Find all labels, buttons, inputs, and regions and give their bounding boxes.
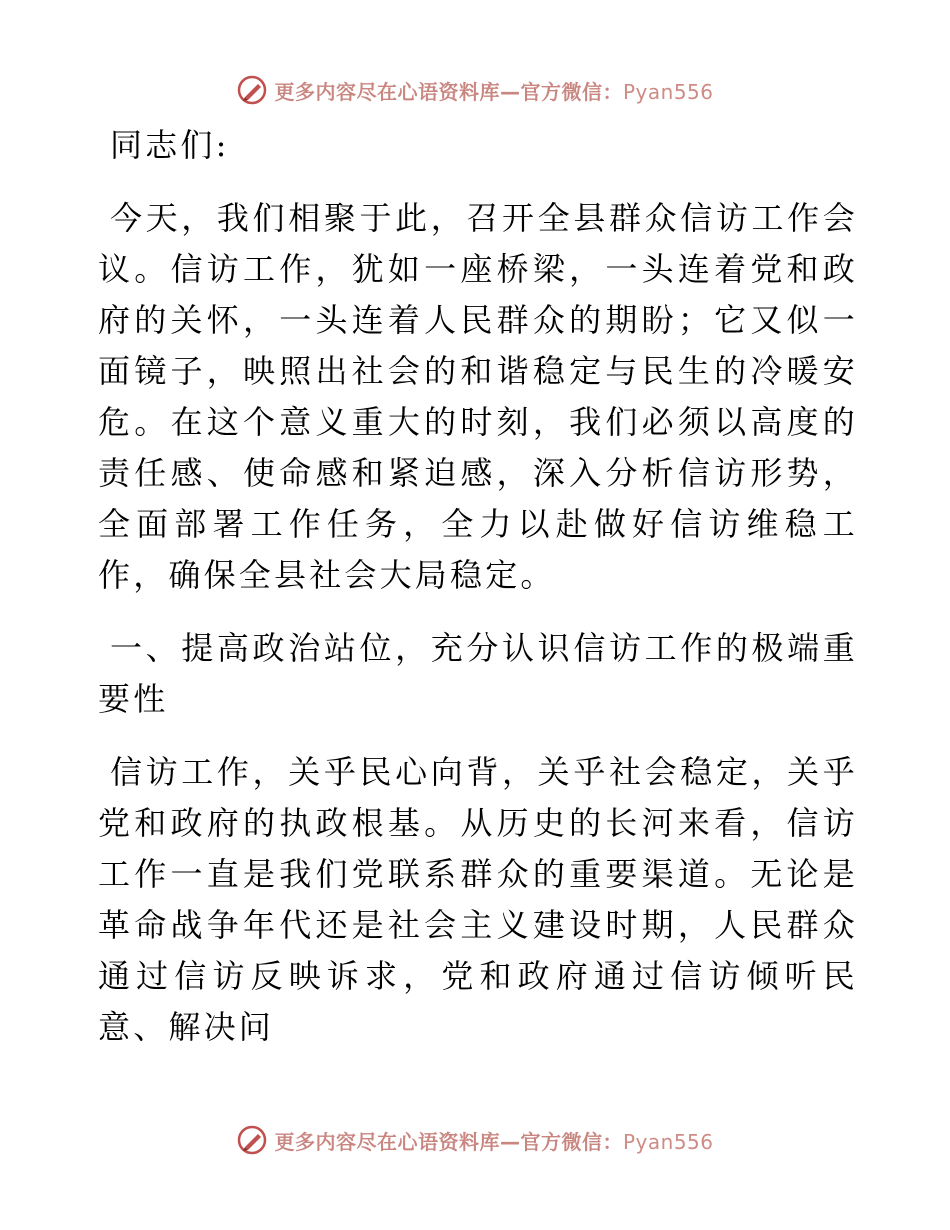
salutation: 同志们: [110,126,230,164]
section-heading: 一、提高政治站位，充分认识信访工作的极端重要性 [98,629,858,718]
document-body [98,120,858,1053]
header-watermark [0,70,950,110]
paragraph-intro: 今天，我们相聚于此，召开全县群众信访工作会议。信访工作，犹如一座桥梁，一头连着党和政府的关怀，一头连着人民群众的期盼；它又似一面镜子，映照出社会的和谐稳定与民生的冷暖安危。在这个意义重大的时刻，我们必须以高度的责任感、使命感和紧迫感，深入分析信访形势，全面部署工作任务，全力以赴做好信访维稳工作，确保全县社会大局稳定。 [98,199,858,594]
watermark-text: 更多内容尽在心语资料库—官方微信：Pyan556 [274,79,714,104]
paragraph-body: 信访工作，关乎民心向背，关乎社会稳定，关乎党和政府的执政根基。从历史的长河来看，信访工作一直是我们党联系群众的重要渠道。无论是革命战争年代还是社会主义建设时期，人民群众通过信访反映诉求，党和政府通过信访倾听民意、解决问 [98,753,858,1046]
pen-logo-icon [236,1124,268,1156]
watermark-text: 更多内容尽在心语资料库—官方微信：Pyan556 [274,1129,714,1154]
pen-logo-icon [236,74,268,106]
footer-watermark [0,1120,950,1160]
